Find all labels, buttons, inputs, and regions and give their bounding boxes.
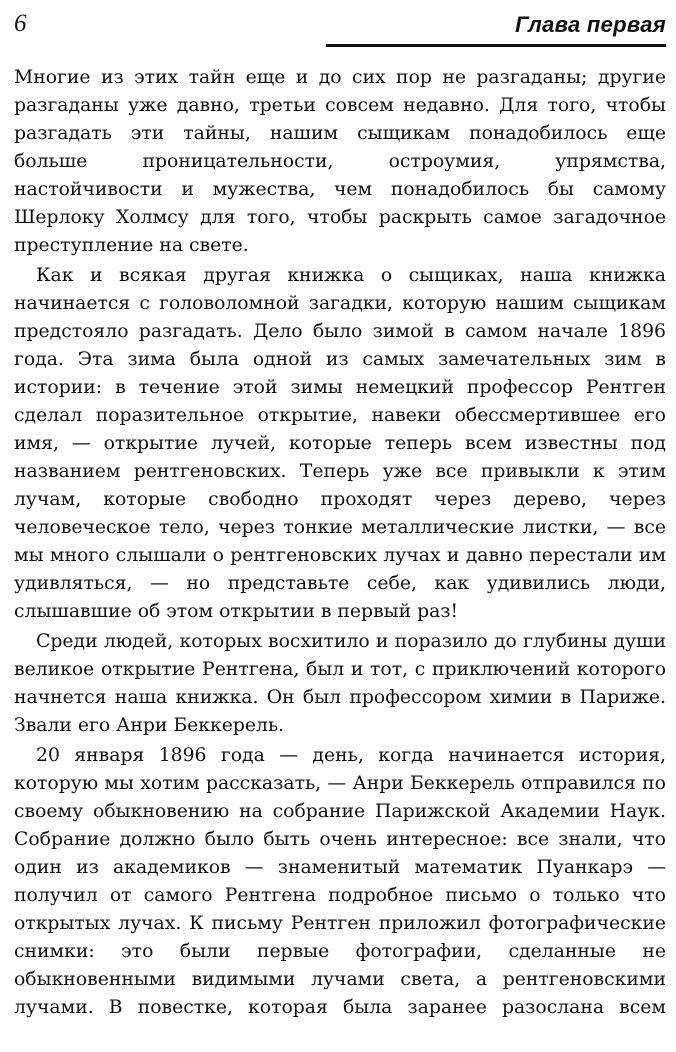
paragraph-3: Среди людей, которых восхитило и поразило до глубины души великое открытие Рентгена, был и тот, с приключений которого начнется наша книжка. Он был профессором химии в Париже. Звали его Анри Беккерель. — [14, 631, 666, 736]
page-header — [14, 10, 666, 44]
page-number: 6 — [14, 10, 27, 37]
paragraph-1: Многие из этих тайн еще и до сих пор не разгаданы; другие разгаданы уже давно, третьи совсем недавно. Для того, чтобы разгадать эти тайны, нашим сыщикам понадобилось еще больше проницательности, остроумия, упрямства, настойчивости и мужества, чем понадобилось бы самому Шерлоку Холмсу для того, чтобы раскрыть самое загадочное преступление на свете. — [14, 67, 666, 256]
header-rule — [326, 44, 666, 47]
paragraph-4: 20 января 1896 года — день, когда начинается история, которую мы хотим рассказать, — Анри Беккерель отправился по своему обыкновению на собрание Парижской Академии Наук. Собрание должно было быть очень интересное: все знали, что один из академиков — знаменитый математик Пуанкарэ — получил от самого Рентгена подробное письмо о только что открытых лучах. К письму Рентген приложил фотографические снимки: это были первые фотографии, сделанные не обыкновенными видимыми лучами света, а рентгеновскими лучами. В повестке, которая была заранее разослана всем — [14, 745, 666, 1018]
running-head: Глава первая — [515, 12, 666, 37]
body-text — [14, 64, 666, 1024]
paragraph-2: Как и всякая другая книжка о сыщиках, наша книжка начинается с головоломной загадки, которую нашим сыщикам предстояло разгадать. Дело было зимой в самом начале 1896 года. Эта зима была одной из самых замечательных зим в истории: в течение этой зимы немецкий профессор Рентген сделал поразительное открытие, навеки обессмертившее его имя, — открытие лучей, которые теперь всем известны под названием рентгеновских. Теперь уже все привыкли к этим лучам, которые свободно проходят через дерево, через человеческое тело, через тонкие металлические листки, — все мы много слышали о рентгеновских лучах и давно перестали им удивляться, — но представьте себе, как удивились люди, слышавшие об этом открытии в первый раз! — [14, 265, 666, 622]
